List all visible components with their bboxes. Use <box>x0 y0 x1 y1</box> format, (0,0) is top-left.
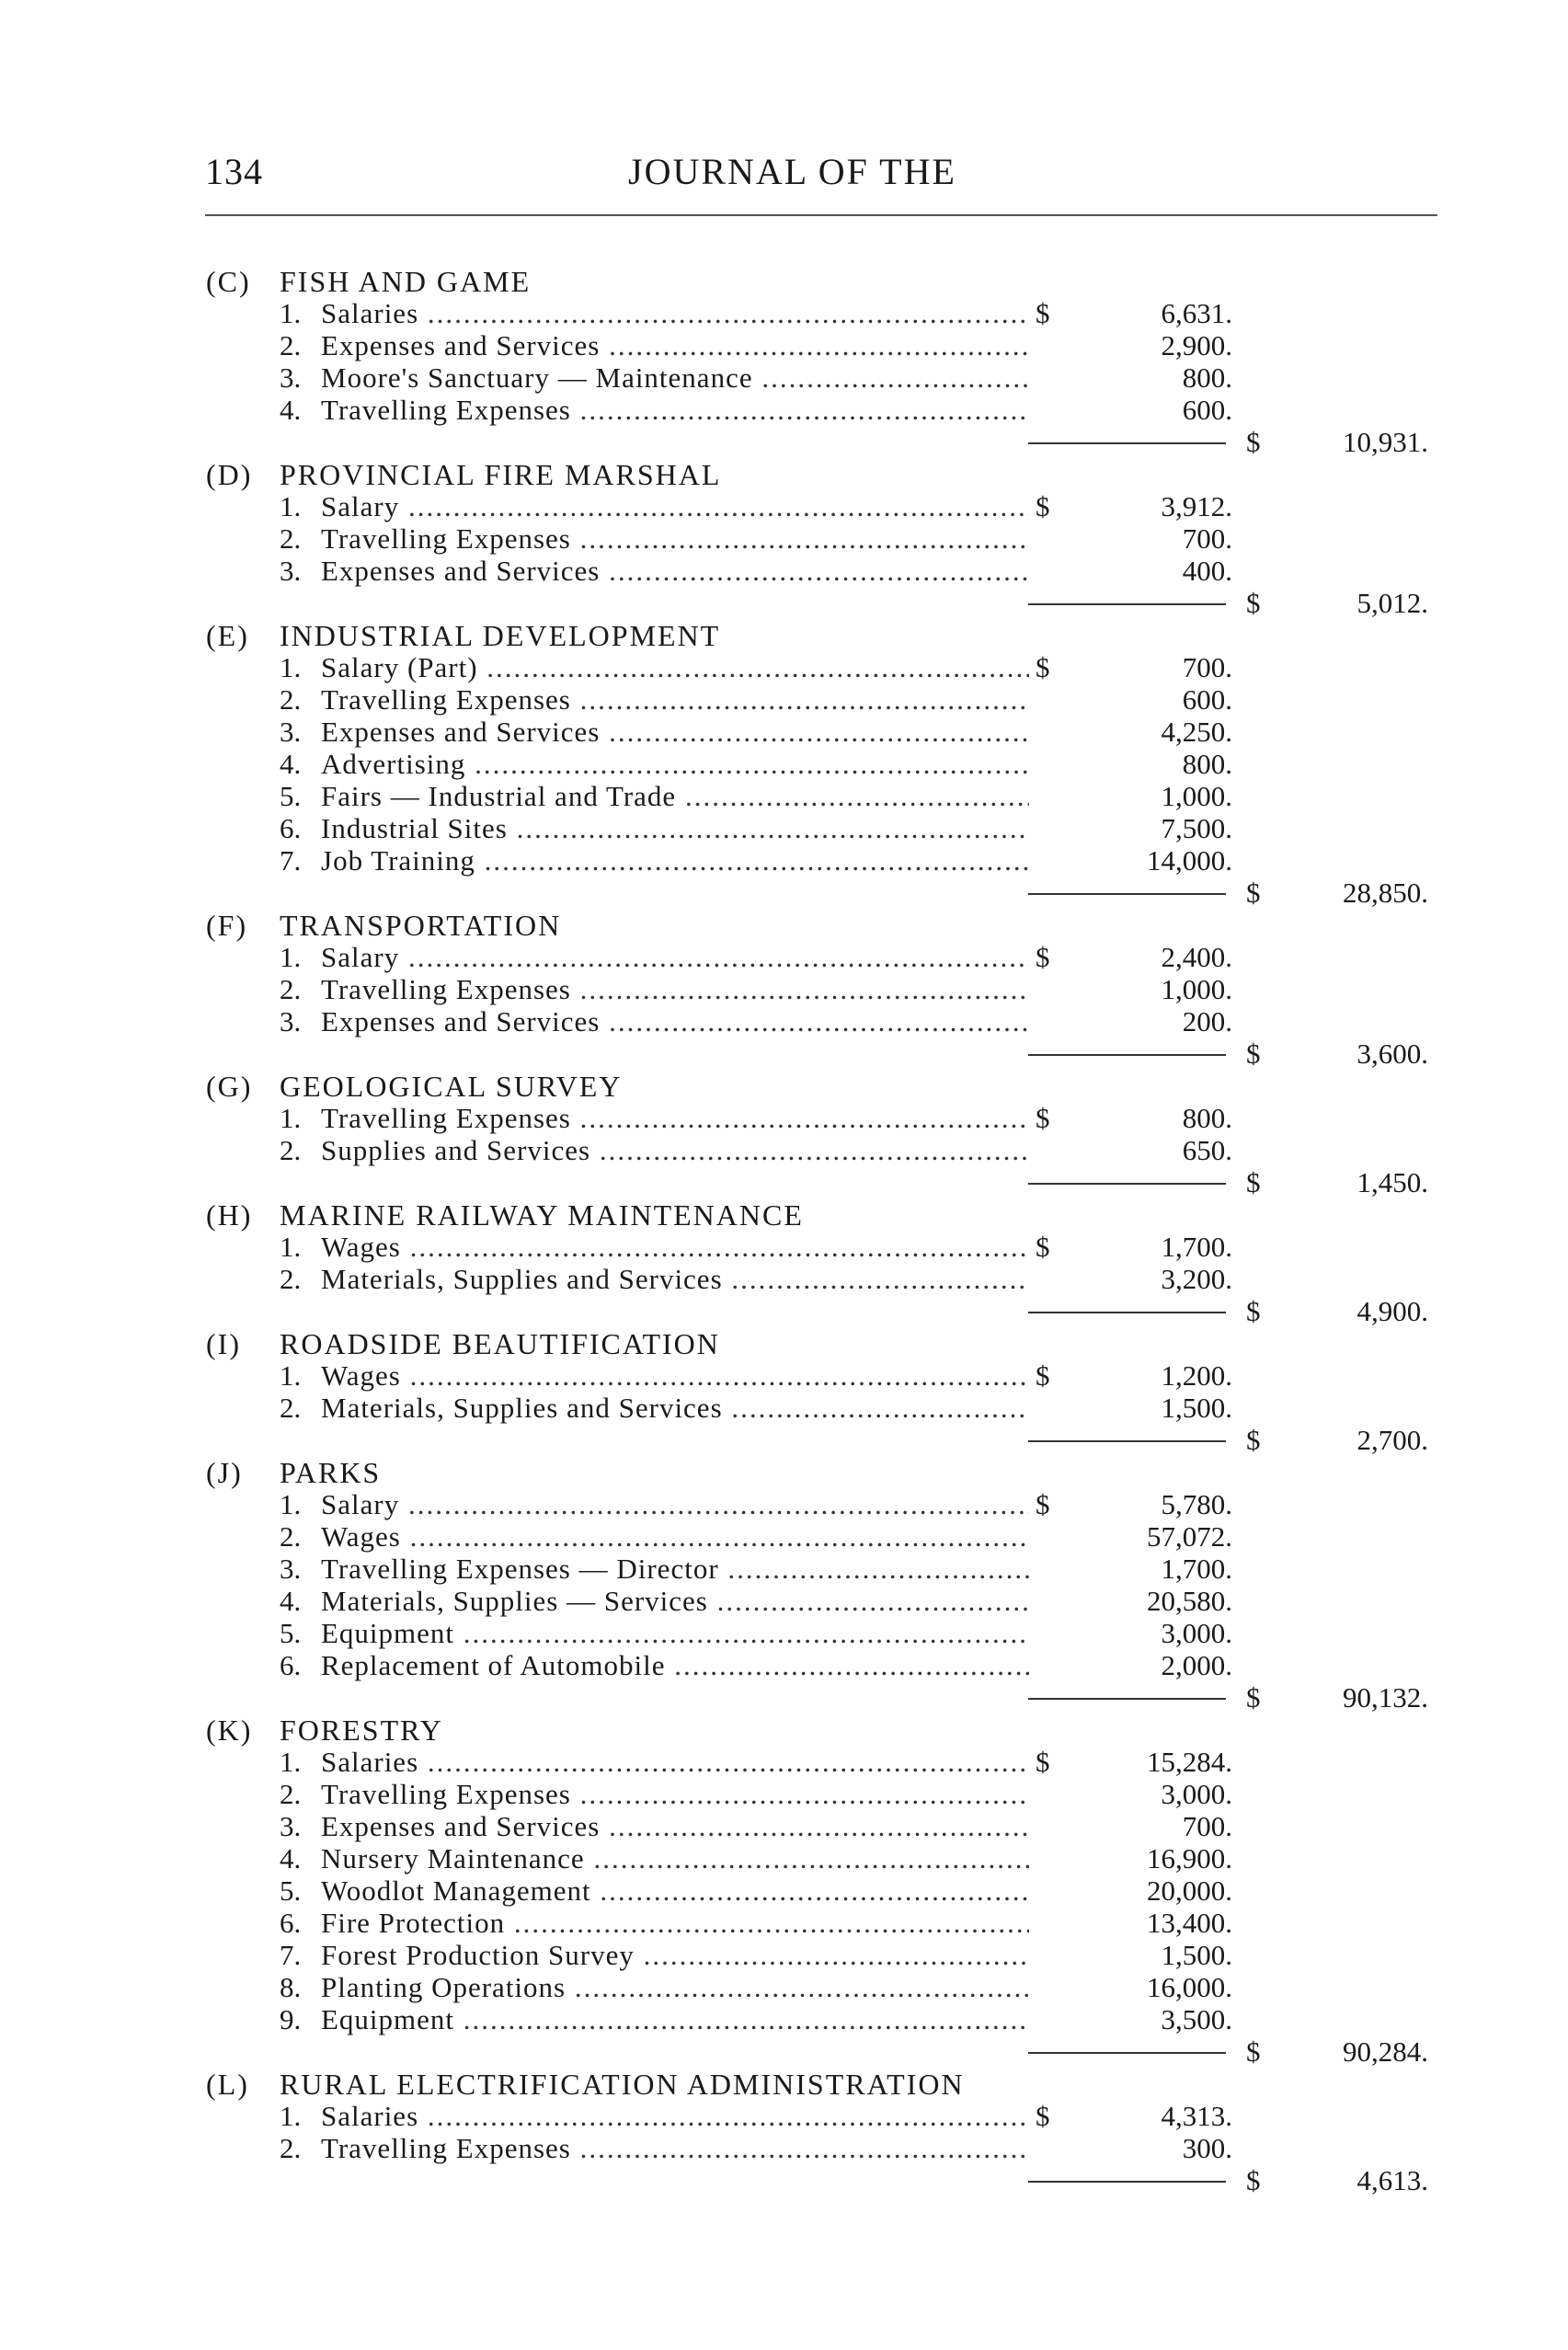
section-total-row <box>0 1166 1568 1198</box>
line-item <box>0 1392 1568 1424</box>
item-description: Planting Operations ..... <box>321 1971 1029 2004</box>
item-amount: 600. <box>1182 394 1232 426</box>
total-dollar-sign: $ <box>1246 1037 1261 1070</box>
line-item <box>0 1585 1568 1617</box>
line-item <box>0 1649 1568 1681</box>
page-header <box>205 150 1433 205</box>
item-description: Expenses and Services ..... <box>321 1810 1029 1843</box>
item-amount: 16,000. <box>1147 1971 1232 2003</box>
item-number: 6. <box>280 1907 302 1939</box>
budget-section <box>0 619 1568 909</box>
item-amount: 1,000. <box>1161 780 1232 812</box>
item-number: 3. <box>280 361 302 394</box>
item-number: 1. <box>280 1746 302 1778</box>
item-number: 4. <box>280 1842 302 1874</box>
section-label: (G) <box>206 1070 253 1103</box>
line-item <box>0 1746 1568 1778</box>
page-title: JOURNAL OF THE <box>628 151 956 192</box>
item-amount: 20,000. <box>1147 1874 1232 1907</box>
item-description: Industrial Sites ..... <box>321 812 1029 845</box>
item-description: Travelling Expenses ..... <box>321 1102 1029 1135</box>
item-number: 6. <box>280 1649 302 1681</box>
item-number: 1. <box>280 1359 302 1392</box>
section-heading <box>0 458 1568 490</box>
section-heading <box>0 1456 1568 1488</box>
item-description: Expenses and Services ..... <box>321 1005 1029 1038</box>
section-total-row <box>0 1424 1568 1456</box>
total-dollar-sign: $ <box>1246 1295 1261 1327</box>
item-number: 2. <box>280 2132 302 2164</box>
item-amount: 1,500. <box>1161 1939 1232 1971</box>
item-amount: 800. <box>1182 361 1232 394</box>
item-number: 5. <box>280 780 302 812</box>
section-total: 1,450. <box>1356 1166 1428 1198</box>
item-description: Salaries ..... <box>321 297 1029 330</box>
line-item <box>0 651 1568 683</box>
total-dollar-sign: $ <box>1246 1166 1261 1198</box>
item-amount: 57,072. <box>1147 1520 1232 1553</box>
line-item <box>0 683 1568 716</box>
item-description: Materials, Supplies and Services ..... <box>321 1263 1029 1296</box>
item-number: 4. <box>280 394 302 426</box>
item-number: 2. <box>280 1520 302 1553</box>
line-item <box>0 1810 1568 1842</box>
subtotal-rule <box>1028 893 1226 895</box>
item-amount: 3,200. <box>1161 1263 1232 1295</box>
section-total: 2,700. <box>1356 1424 1428 1456</box>
budget-listing <box>0 265 1568 2196</box>
line-item <box>0 2003 1568 2035</box>
item-amount: 5,780. <box>1161 1488 1232 1520</box>
item-description: Travelling Expenses ..... <box>321 683 1029 716</box>
line-item <box>0 1005 1568 1037</box>
item-description: Equipment ..... <box>321 2003 1029 2036</box>
item-dollar-sign: $ <box>1036 1746 1050 1778</box>
item-amount: 7,500. <box>1161 812 1232 844</box>
section-total: 3,600. <box>1356 1037 1428 1070</box>
section-label: (H) <box>206 1198 253 1232</box>
budget-section <box>0 1070 1568 1198</box>
item-number: 1. <box>280 490 302 522</box>
section-name: ROADSIDE BEAUTIFICATION <box>280 1327 720 1360</box>
item-number: 3. <box>280 1005 302 1037</box>
section-total: 90,284. <box>1343 2035 1428 2068</box>
budget-section <box>0 1198 1568 1327</box>
item-number: 4. <box>280 1585 302 1617</box>
item-description: Travelling Expenses — Director ..... <box>321 1553 1029 1586</box>
section-name: MARINE RAILWAY MAINTENANCE <box>280 1198 804 1232</box>
section-name: FORESTRY <box>280 1714 443 1747</box>
budget-section <box>0 1714 1568 2068</box>
item-amount: 400. <box>1182 555 1232 587</box>
subtotal-rule <box>1028 1312 1226 1313</box>
budget-section <box>0 458 1568 619</box>
item-amount: 650. <box>1182 1134 1232 1166</box>
section-heading <box>0 265 1568 297</box>
section-label: (I) <box>206 1327 241 1360</box>
item-amount: 1,000. <box>1161 973 1232 1005</box>
item-description: Expenses and Services ..... <box>321 555 1029 588</box>
line-item <box>0 490 1568 522</box>
section-label: (J) <box>206 1456 243 1489</box>
section-name: PARKS <box>280 1456 382 1489</box>
item-description: Fairs — Industrial and Trade ..... <box>321 780 1029 813</box>
section-name: RURAL ELECTRIFICATION ADMINISTRATION <box>280 2068 965 2101</box>
item-amount: 700. <box>1182 1810 1232 1842</box>
total-dollar-sign: $ <box>1246 2164 1261 2196</box>
section-label: (C) <box>206 265 251 298</box>
item-amount: 2,900. <box>1161 329 1232 361</box>
item-number: 5. <box>280 1617 302 1649</box>
item-number: 7. <box>280 844 302 877</box>
section-heading <box>0 1714 1568 1746</box>
budget-section <box>0 909 1568 1070</box>
section-total-row <box>0 2035 1568 2068</box>
item-amount: 3,912. <box>1161 490 1232 522</box>
line-item <box>0 522 1568 555</box>
section-name: TRANSPORTATION <box>280 909 562 942</box>
item-amount: 1,700. <box>1161 1553 1232 1585</box>
item-description: Woodlot Management ..... <box>321 1874 1029 1908</box>
line-item <box>0 1488 1568 1520</box>
line-item <box>0 1971 1568 2003</box>
item-description: Forest Production Survey ..... <box>321 1939 1029 1972</box>
line-item <box>0 2132 1568 2164</box>
total-dollar-sign: $ <box>1246 1424 1261 1456</box>
section-total: 4,900. <box>1356 1295 1428 1327</box>
item-description: Salary ..... <box>321 1488 1029 1521</box>
item-number: 4. <box>280 748 302 780</box>
section-total: 10,931. <box>1343 426 1428 458</box>
subtotal-rule <box>1028 1440 1226 1442</box>
line-item <box>0 2100 1568 2132</box>
item-amount: 13,400. <box>1147 1907 1232 1939</box>
item-description: Travelling Expenses ..... <box>321 2132 1029 2165</box>
section-total-row <box>0 1295 1568 1327</box>
item-description: Expenses and Services ..... <box>321 716 1029 749</box>
item-amount: 6,631. <box>1161 297 1232 329</box>
item-number: 1. <box>280 1102 302 1134</box>
item-amount: 1,200. <box>1161 1359 1232 1392</box>
subtotal-rule <box>1028 442 1226 444</box>
line-item <box>0 297 1568 329</box>
item-number: 6. <box>280 812 302 844</box>
item-amount: 800. <box>1182 748 1232 780</box>
item-description: Equipment ..... <box>321 1617 1029 1650</box>
line-item <box>0 1842 1568 1874</box>
item-number: 5. <box>280 1874 302 1907</box>
item-number: 3. <box>280 1810 302 1842</box>
item-number: 1. <box>280 941 302 973</box>
item-number: 2. <box>280 1263 302 1295</box>
item-amount: 200. <box>1182 1005 1232 1037</box>
line-item <box>0 780 1568 812</box>
line-item <box>0 1359 1568 1392</box>
line-item <box>0 1102 1568 1134</box>
item-amount: 14,000. <box>1147 844 1232 877</box>
total-dollar-sign: $ <box>1246 587 1261 619</box>
item-description: Fire Protection ..... <box>321 1907 1029 1940</box>
line-item <box>0 329 1568 361</box>
item-amount: 2,400. <box>1161 941 1232 973</box>
section-total-row <box>0 587 1568 619</box>
item-amount: 4,250. <box>1161 716 1232 748</box>
subtotal-rule <box>1028 1183 1226 1185</box>
item-amount: 300. <box>1182 2132 1232 2164</box>
item-description: Salaries ..... <box>321 2100 1029 2133</box>
budget-section <box>0 1327 1568 1456</box>
item-dollar-sign: $ <box>1036 651 1050 683</box>
section-name: FISH AND GAME <box>280 265 532 298</box>
line-item <box>0 394 1568 426</box>
item-amount: 2,000. <box>1161 1649 1232 1681</box>
item-description: Travelling Expenses ..... <box>321 522 1029 556</box>
item-description: Salaries ..... <box>321 1746 1029 1779</box>
item-dollar-sign: $ <box>1036 297 1050 329</box>
budget-section <box>0 265 1568 458</box>
total-dollar-sign: $ <box>1246 877 1261 909</box>
line-item <box>0 973 1568 1005</box>
header-rule <box>205 214 1437 216</box>
item-number: 1. <box>280 1488 302 1520</box>
item-amount: 700. <box>1182 522 1232 555</box>
item-amount: 3,500. <box>1161 2003 1232 2035</box>
item-number: 3. <box>280 555 302 587</box>
item-amount: 3,000. <box>1161 1617 1232 1649</box>
item-number: 1. <box>280 297 302 329</box>
section-total: 90,132. <box>1343 1681 1428 1714</box>
line-item <box>0 1874 1568 1907</box>
section-total: 4,613. <box>1356 2164 1428 2196</box>
line-item <box>0 1617 1568 1649</box>
item-description: Advertising ..... <box>321 748 1029 781</box>
section-total-row <box>0 1681 1568 1714</box>
item-description: Travelling Expenses ..... <box>321 394 1029 427</box>
section-total: 28,850. <box>1343 877 1428 909</box>
item-description: Wages ..... <box>321 1231 1029 1264</box>
item-number: 3. <box>280 1553 302 1585</box>
subtotal-rule <box>1028 1698 1226 1700</box>
line-item <box>0 1134 1568 1166</box>
item-amount: 4,313. <box>1161 2100 1232 2132</box>
line-item <box>0 1553 1568 1585</box>
item-amount: 1,500. <box>1161 1392 1232 1424</box>
item-number: 2. <box>280 1392 302 1424</box>
item-description: Materials, Supplies — Services ..... <box>321 1585 1029 1618</box>
line-item <box>0 361 1568 394</box>
item-amount: 800. <box>1182 1102 1232 1134</box>
line-item <box>0 941 1568 973</box>
section-heading <box>0 2068 1568 2100</box>
line-item <box>0 716 1568 748</box>
line-item <box>0 555 1568 587</box>
item-description: Salary ..... <box>321 490 1029 523</box>
section-total-row <box>0 1037 1568 1070</box>
item-amount: 700. <box>1182 651 1232 683</box>
item-number: 9. <box>280 2003 302 2035</box>
item-description: Job Training ..... <box>321 844 1029 877</box>
item-description: Materials, Supplies and Services ..... <box>321 1392 1029 1425</box>
item-dollar-sign: $ <box>1036 941 1050 973</box>
section-label: (D) <box>206 458 253 491</box>
item-number: 2. <box>280 973 302 1005</box>
section-label: (E) <box>206 619 249 652</box>
item-amount: 600. <box>1182 683 1232 716</box>
item-number: 3. <box>280 716 302 748</box>
item-description: Salary (Part) ..... <box>321 651 1029 684</box>
item-description: Replacement of Automobile ..... <box>321 1649 1029 1682</box>
section-name: INDUSTRIAL DEVELOPMENT <box>280 619 721 652</box>
item-number: 7. <box>280 1939 302 1971</box>
item-amount: 3,000. <box>1161 1778 1232 1810</box>
item-dollar-sign: $ <box>1036 490 1050 522</box>
section-name: PROVINCIAL FIRE MARSHAL <box>280 458 722 491</box>
subtotal-rule <box>1028 2052 1226 2054</box>
line-item <box>0 1907 1568 1939</box>
item-number: 2. <box>280 329 302 361</box>
item-dollar-sign: $ <box>1036 1231 1050 1263</box>
item-description: Travelling Expenses ..... <box>321 1778 1029 1811</box>
line-item <box>0 1520 1568 1553</box>
section-label: (L) <box>206 2068 249 2101</box>
section-heading <box>0 909 1568 941</box>
section-name: GEOLOGICAL SURVEY <box>280 1070 623 1103</box>
item-number: 2. <box>280 683 302 716</box>
line-item <box>0 748 1568 780</box>
item-number: 2. <box>280 522 302 555</box>
section-total-row <box>0 2164 1568 2196</box>
item-description: Supplies and Services ..... <box>321 1134 1029 1167</box>
page-number: 134 <box>205 151 263 192</box>
line-item <box>0 1939 1568 1971</box>
section-total-row <box>0 426 1568 458</box>
budget-section <box>0 2068 1568 2196</box>
item-dollar-sign: $ <box>1036 1359 1050 1392</box>
item-description: Wages ..... <box>321 1520 1029 1553</box>
section-total: 5,012. <box>1356 587 1428 619</box>
item-number: 1. <box>280 2100 302 2132</box>
section-total-row <box>0 877 1568 909</box>
item-description: Salary ..... <box>321 941 1029 974</box>
item-dollar-sign: $ <box>1036 1102 1050 1134</box>
item-dollar-sign: $ <box>1036 1488 1050 1520</box>
item-dollar-sign: $ <box>1036 2100 1050 2132</box>
subtotal-rule <box>1028 603 1226 605</box>
section-label: (K) <box>206 1714 253 1747</box>
section-heading <box>0 1198 1568 1231</box>
item-description: Wages ..... <box>321 1359 1029 1393</box>
section-heading <box>0 1327 1568 1359</box>
item-number: 8. <box>280 1971 302 2003</box>
item-number: 1. <box>280 651 302 683</box>
item-number: 2. <box>280 1778 302 1810</box>
item-description: Nursery Maintenance ..... <box>321 1842 1029 1875</box>
item-number: 1. <box>280 1231 302 1263</box>
line-item <box>0 1778 1568 1810</box>
total-dollar-sign: $ <box>1246 426 1261 458</box>
line-item <box>0 844 1568 877</box>
section-heading <box>0 619 1568 651</box>
total-dollar-sign: $ <box>1246 1681 1261 1714</box>
section-heading <box>0 1070 1568 1102</box>
subtotal-rule <box>1028 2181 1226 2183</box>
item-amount: 1,700. <box>1161 1231 1232 1263</box>
item-amount: 16,900. <box>1147 1842 1232 1874</box>
item-description: Expenses and Services ..... <box>321 329 1029 362</box>
section-label: (F) <box>206 909 248 942</box>
line-item <box>0 1263 1568 1295</box>
item-description: Moore's Sanctuary — Maintenance ..... <box>321 361 1029 395</box>
item-number: 2. <box>280 1134 302 1166</box>
line-item <box>0 812 1568 844</box>
total-dollar-sign: $ <box>1246 2035 1261 2068</box>
subtotal-rule <box>1028 1054 1226 1056</box>
budget-section <box>0 1456 1568 1714</box>
line-item <box>0 1231 1568 1263</box>
item-amount: 20,580. <box>1147 1585 1232 1617</box>
item-description: Travelling Expenses ..... <box>321 973 1029 1006</box>
item-amount: 15,284. <box>1147 1746 1232 1778</box>
